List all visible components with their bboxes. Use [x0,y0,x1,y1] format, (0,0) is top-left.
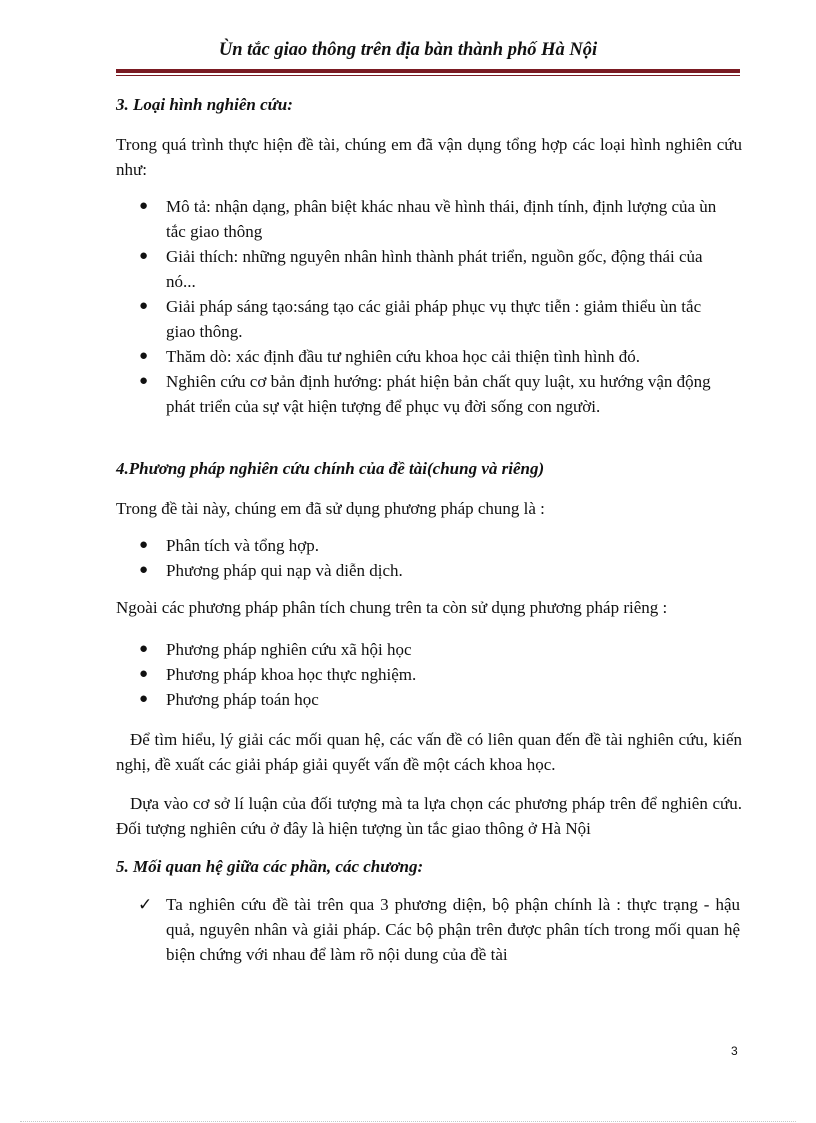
bullet-icon: ● [139,198,149,214]
section-5-list [116,892,742,967]
section-3-intro: Trong quá trình thực hiện đề tài, chúng em đã vận dụng tổng hợp các loại hình nghiên cứu như: [116,135,742,179]
list-item: ● Mô tả: nhận dạng, phân biệt khác nhau về hình thái, định tính, định lượng của ùn tắc giao thông [116,194,742,244]
section-4-specific-list [116,637,742,712]
bullet-icon: ● [139,562,149,578]
list-item: ● Phương pháp khoa học thực nghiệm. [116,662,742,687]
document-body [116,92,742,967]
header-rule-thick [116,69,740,73]
bullet-icon: ● [139,537,149,553]
list-item: ● Phương pháp nghiên cứu xã hội học [116,637,742,662]
header-rule-thin [116,75,740,76]
section-5-heading: 5. Mối quan hệ giữa các phần, các chương: [116,857,424,876]
list-item: ● Thăm dò: xác định đầu tư nghiên cứu khoa học cải thiện tình hình đó. [116,344,742,369]
list-item: ● Phương pháp qui nạp và diễn dịch. [116,558,742,583]
list-item: ● Phương pháp toán học [116,687,742,712]
section-4-specific-intro: Ngoài các phương pháp phân tích chung trên ta còn sử dụng phương pháp riêng : [116,598,668,617]
list-item: ● Giải pháp sáng tạo:sáng tạo các giải pháp phục vụ thực tiễn : giảm thiểu ùn tắc giao thông. [116,294,742,344]
bullet-icon: ● [139,248,149,264]
section-3-list [116,194,742,419]
list-item: ✓ Ta nghiên cứu đề tài trên qua 3 phương diện, bộ phận chính là : thực trạng - hậu quả, nguyên nhân và giải pháp. Các bộ phận trên được phân tích trong mối quan hệ biện chứng với nhau để làm rõ nội dung của đề tài [116,892,742,967]
list-item: ● Giải thích: những nguyên nhân hình thành phát triển, nguồn gốc, động thái của nó... [116,244,742,294]
section-3-heading: 3. Loại hình nghiên cứu: [116,95,293,114]
section-4-intro: Trong đề tài này, chúng em đã sử dụng phương pháp chung là : [116,499,545,518]
bullet-icon: ● [139,641,149,657]
page-header-title: Ùn tắc giao thông trên địa bàn thành phố Hà Nội [218,40,598,60]
bullet-icon: ● [139,691,149,707]
bullet-icon: ● [139,298,149,314]
bullet-icon: ● [139,373,149,389]
bullet-icon: ● [139,348,149,364]
list-item: ● Nghiên cứu cơ bản định hướng: phát hiện bản chất quy luật, xu hướng vận động phát triển của sự vật hiện tượng để phục vụ đời sống con người. [116,369,742,419]
bullet-icon: ● [139,666,149,682]
list-item: ● Phân tích và tổng hợp. [116,533,742,558]
section-4-heading: 4.Phương pháp nghiên cứu chính của đề tài(chung và riêng) [116,459,545,478]
checkmark-icon: ✓ [138,895,153,914]
page-number: 3 [731,1044,738,1058]
section-4-general-list [116,533,742,583]
section-4-paragraph-2: Dựa vào cơ sở lí luận của đối tượng mà ta lựa chọn các phương pháp trên để nghiên cứu. Đối tượng nghiên cứu ở đây là hiện tượng ùn tắc giao thông ở Hà Nội [116,794,742,838]
page-bottom-border [20,1121,796,1122]
section-4-paragraph-1: Để tìm hiểu, lý giải các mối quan hệ, các vấn đề có liên quan đến đề tài nghiên cứu, kiến nghị, đề xuất các giải pháp giải quyết vấn đề một cách khoa học. [116,730,742,774]
